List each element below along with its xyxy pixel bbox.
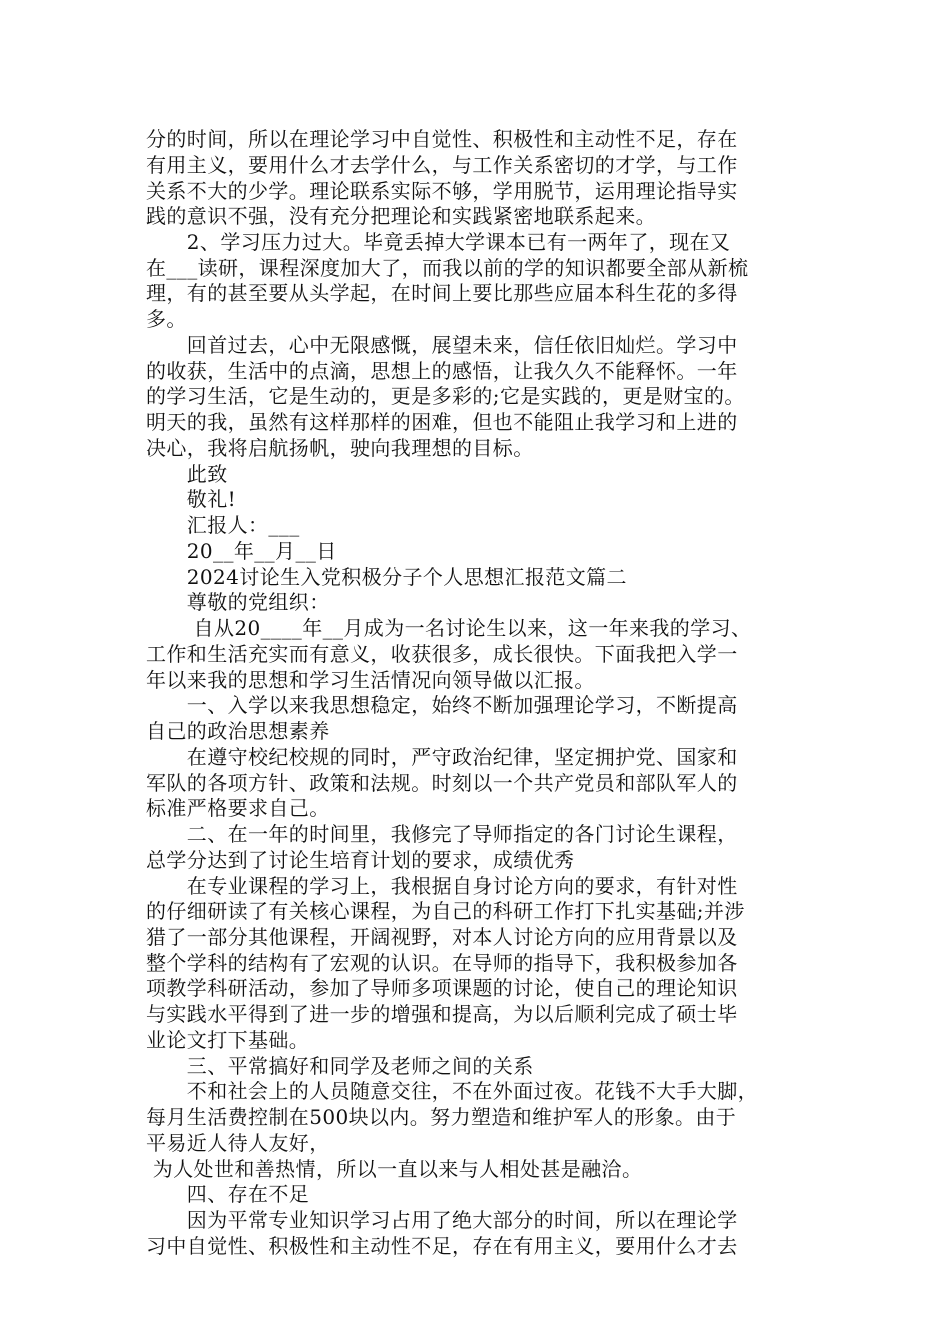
text-line: 的仔细研读了有关核心课程，为自己的科研工作打下扎实基础;并涉 (146, 899, 745, 924)
text-line: 20__年__月__日 (146, 538, 337, 563)
text-line: 年以来我的思想和学习生活情况向领导做以汇报。 (146, 667, 595, 692)
text-line: 践的意识不强，没有充分把理论和实践紧密地联系起来。 (146, 204, 656, 229)
text-line: 军队的各项方针、政策和法规。时刻以一个共产党员和部队军人的 (146, 770, 738, 795)
text-line: 有用主义，要用什么才去学什么，与工作关系密切的才学，与工作 (146, 152, 738, 177)
text-line: 不和社会上的人员随意交往，不在外面过夜。花钱不大手大脚， (146, 1079, 758, 1104)
text-line: 工作和生活充实而有意义，收获很多，成长很快。下面我把入学一 (146, 641, 738, 666)
text-line: 的收获，生活中的点滴，思想上的感悟，让我久久不能释怀。一年 (146, 358, 738, 383)
text-line: 尊敬的党组织： (146, 590, 330, 615)
text-line: 在专业课程的学习上，我根据自身讨论方向的要求，有针对性 (146, 873, 738, 898)
text-line: 多。 (146, 307, 187, 332)
text-line: 2、学习压力过大。毕竟丢掉大学课本已有一两年了，现在又 (146, 230, 731, 254)
text-line: 二、在一年的时间里，我修完了导师指定的各门讨论生课程， (146, 822, 738, 846)
text-line: 习中自觉性、积极性和主动性不足，存在有用主义，要用什么才去 (146, 1233, 738, 1258)
text-line: 自从20____年__月成为一名讨论生以来，这一年来我的学习、 (146, 616, 752, 641)
text-line: 敬礼! (146, 487, 237, 512)
text-line: 与实践水平得到了进一步的增强和提高，为以后顺利完成了硕士毕 (146, 1002, 738, 1027)
text-line: 一、入学以来我思想稳定，始终不断加强理论学习，不断提高 (146, 693, 738, 718)
text-line: 项教学科研活动，参加了导师多项课题的讨论，使自己的理论知识 (146, 976, 738, 1001)
text-line: 在___读研，课程深度加大了，而我以前的学的知识都要全部从新梳 (146, 255, 749, 280)
text-line: 为人处世和善热情，所以一直以来与人相处甚是融洽。 (146, 1156, 643, 1181)
text-line: 的学习生活，它是生动的，更是多彩的;它是实践的，更是财宝的。 (146, 384, 745, 409)
text-line: 汇报人：___ (146, 513, 300, 538)
text-line: 决心，我将启航扬帆，驶向我理想的目标。 (146, 435, 534, 460)
text-line: 猎了一部分其他课程，开阔视野，对本人讨论方向的应用背景以及 (146, 924, 738, 949)
text-line: 三、平常搞好和同学及老师之间的关系 (146, 1053, 534, 1078)
text-line: 业论文打下基础。 (146, 1027, 310, 1052)
text-line: 因为平常专业知识学习占用了绝大部分的时间，所以在理论学 (146, 1208, 738, 1233)
text-line: 此致 (146, 461, 228, 486)
text-line: 回首过去，心中无限感慨，展望未来，信任依旧灿烂。学习中 (146, 332, 738, 357)
text-line: 在遵守校纪校规的同时，严守政治纪律，坚定拥护党、国家和 (146, 744, 738, 769)
text-line: 标准严格要求自己。 (146, 796, 330, 821)
text-line: 关系不大的少学。理论联系实际不够，学用脱节，运用理论指导实 (146, 178, 738, 203)
text-line: 理，有的甚至要从头学起，在时间上要比那些应届本科生花的多得 (146, 281, 738, 306)
text-line: 整个学科的结构有了宏观的认识。在导师的指导下，我积极参加各 (146, 950, 738, 975)
text-line: 分的时间，所以在理论学习中自觉性、积极性和主动性不足，存在 (146, 127, 738, 151)
text-line: 自己的政治思想素养 (146, 719, 330, 743)
text-line: 平易近人待人友好， (146, 1130, 330, 1155)
text-line: 明天的我，虽然有这样那样的困难，但也不能阻止我学习和上进的 (146, 410, 738, 435)
text-line: 四、存在不足 (146, 1182, 310, 1207)
text-line: 2024讨论生入党积极分子个人思想汇报范文篇二 (146, 564, 627, 589)
text-line: 总学分达到了讨论生培育计划的要求，成绩优秀 (146, 847, 575, 872)
text-line: 每月生活费控制在500块以内。努力塑造和维护军人的形象。由于 (146, 1105, 737, 1130)
